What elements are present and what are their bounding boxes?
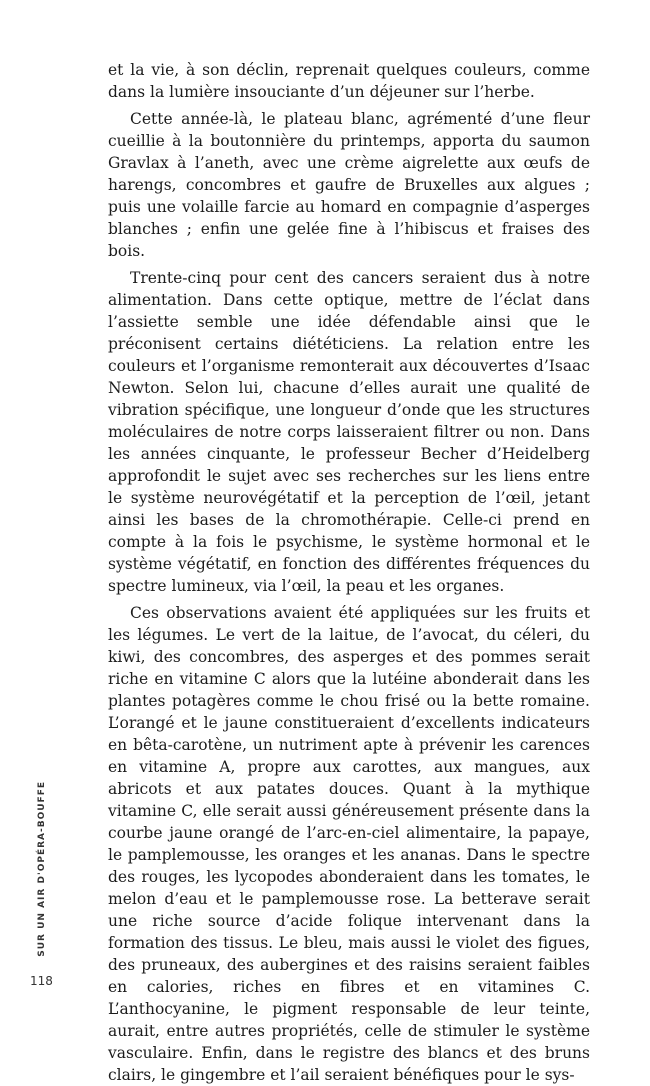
paragraph: Ces observations avaient été appliquées sur les fruits et les légumes. Le vert de la laitue, de l’avocat, du céleri, du kiwi, des concombres, des asperges et des pommes serait riche en vitamine C alors que la lutéine abonderait dans les plantes potagères comme le chou frisé ou la bette romaine. L’orangé et le jaune constitueraient d’excellents indicateurs en bêta-carotène, un nutriment apte à prévenir les carences en vitamine A, propre aux carottes, aux mangues, aux abricots et aux patates douces. Quant à la mythique vitamine C, elle serait aussi généreusement présente dans la courbe jaune orangé de l’arc-en-ciel alimentaire, la papaye, le pamplemousse, les oranges et les ananas. Dans le spectre des rouges, les lycopodes abonderaient dans les tomates, le melon d’eau et le pamplemousse rose. La betterave serait une riche source d’acide folique intervenant dans la formation des tissus. Le bleu, mais aussi le violet des figues, des pruneaux, des aubergines et des raisins seraient faibles en calories, riches en fibres et en vitamines C. L’anthocyanine, le pigment responsable de leur teinte, aurait, entre autres propriétés, celle de stimuler le système vasculaire. Enfin, dans le registre des blancs et des bruns clairs, le gingembre et l’ail seraient bénéfiques pour le sys- bbox=[108, 604, 590, 1084]
running-head: SUR UN AIR D'OPÉRA-BOUFFE bbox=[37, 781, 47, 957]
paragraph-continued: et la vie, à son déclin, reprenait quelques couleurs, comme dans la lumière insouciante d’un déjeuner sur l’herbe. bbox=[108, 61, 590, 101]
page-number: 118 bbox=[30, 974, 53, 988]
paragraph: Trente-cinq pour cent des cancers seraient dus à notre alimentation. Dans cette optique, mettre de l’éclat dans l’assiette semble une idée défendable ainsi que le préconisent certains diététiciens. La relation entre les couleurs et l’organisme remonterait aux découvertes d’Isaac Newton. Selon lui, chacune d’elles aurait une qualité de vibration spécifique, une longueur d’onde que les structures moléculaires de notre corps laisseraient filtrer ou non. Dans les années cinquante, le professeur Becher d’Heidelberg approfondit le sujet avec ses recherches sur les liens entre le système neurovégétatif et la perception de l’œil, jetant ainsi les bases de la chromothérapie. Celle-ci prend en compte à la fois le psychisme, le système hormonal et le système végétatif, en fonction des différentes fréquences du spectre lumineux, via l’œil, la peau et les organes. bbox=[108, 269, 590, 595]
body-text bbox=[108, 59, 590, 1084]
paragraph: Cette année-là, le plateau blanc, agrémenté d’une fleur cueillie à la boutonnière du printemps, apporta du saumon Gravlax à l’aneth, avec une crème aigrelette aux œufs de harengs, concombres et gaufre de Bruxelles aux algues ; puis une volaille farcie au homard en compagnie d’asperges blanches ; enfin une gelée fine à l’hibiscus et fraises des bois. bbox=[108, 110, 590, 260]
